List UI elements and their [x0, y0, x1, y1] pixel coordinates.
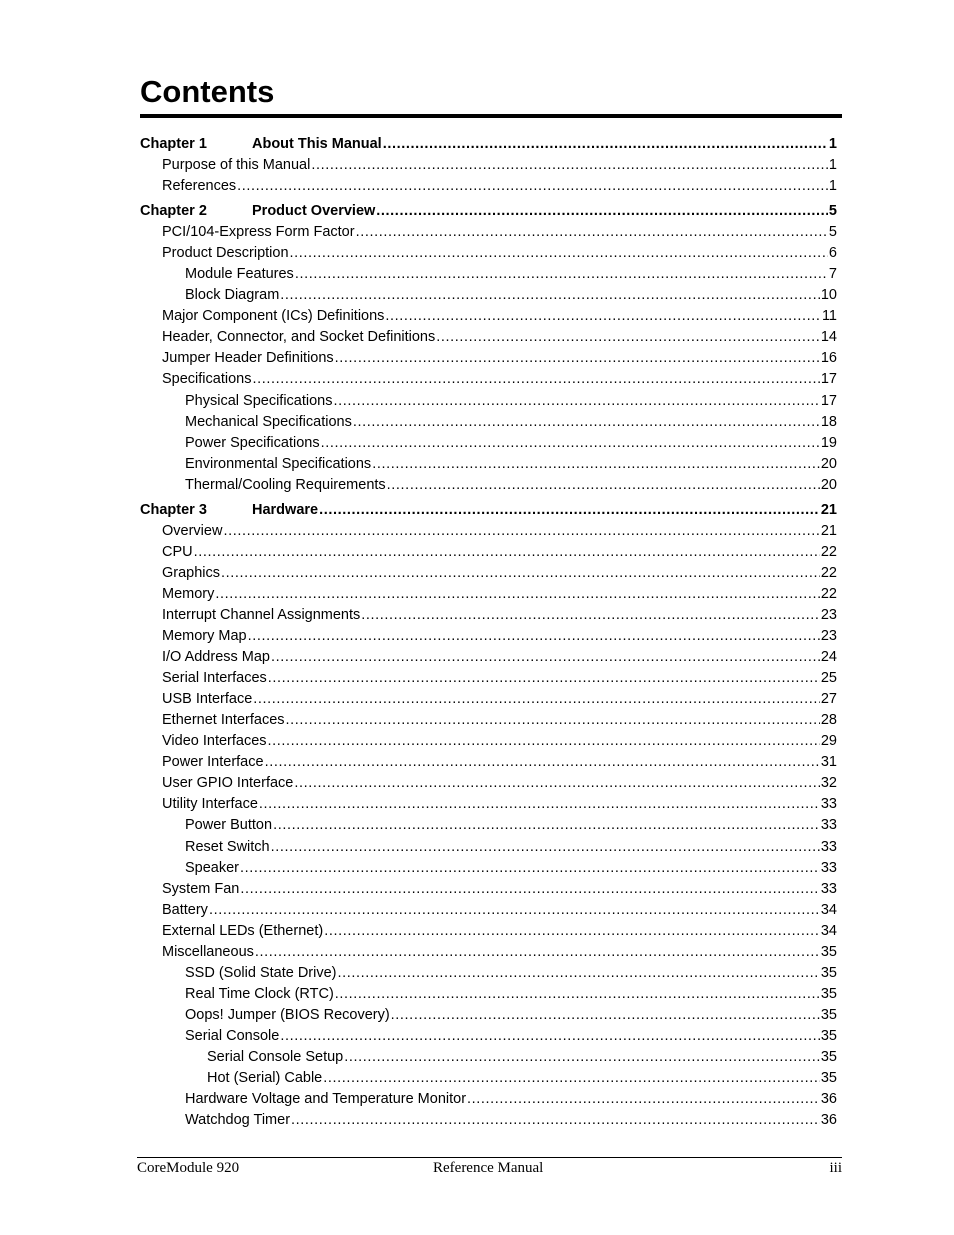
toc-page-number: 34 — [820, 922, 837, 939]
toc-entry-label: Specifications — [162, 371, 252, 388]
toc-chapter-entry[interactable] — [140, 134, 837, 154]
toc-page-number: 20 — [820, 476, 837, 493]
toc-page-number: 35 — [820, 964, 837, 981]
dot-leader — [259, 794, 820, 814]
footer-page-number: iii — [829, 1160, 842, 1176]
dot-leader — [240, 858, 820, 878]
dot-leader — [223, 521, 819, 541]
toc-entry[interactable] — [185, 815, 837, 835]
toc-entry[interactable] — [207, 1068, 837, 1088]
dot-leader — [237, 176, 828, 196]
dot-leader — [295, 264, 828, 284]
title-rule — [140, 114, 842, 118]
toc-page-number: 32 — [820, 775, 837, 792]
toc-page-number: 20 — [820, 455, 837, 472]
toc-entry-label: Interrupt Channel Assignments — [162, 606, 361, 623]
toc-entry[interactable] — [185, 412, 837, 432]
dot-leader — [383, 134, 828, 154]
dot-leader — [194, 542, 820, 562]
toc-entry-label: Video Interfaces — [162, 733, 267, 750]
toc-entry[interactable] — [162, 327, 837, 347]
toc-entry[interactable] — [162, 626, 837, 646]
toc-entry[interactable] — [162, 689, 837, 709]
toc-page-number: 5 — [828, 203, 837, 220]
toc-entry-label: USB Interface — [162, 691, 253, 708]
toc-entry-label: System Fan — [162, 880, 240, 897]
toc-page-number: 35 — [820, 1049, 837, 1065]
toc-entry-label: Physical Specifications — [185, 392, 333, 409]
dot-leader — [291, 1110, 820, 1130]
toc-entry[interactable] — [185, 264, 837, 284]
dot-leader — [253, 689, 820, 709]
dot-leader — [372, 454, 820, 474]
dot-leader — [271, 837, 820, 857]
toc-page-number: 31 — [820, 754, 837, 771]
dot-leader — [252, 369, 819, 389]
toc-page-number: 33 — [820, 817, 837, 834]
toc-page-number: 1 — [828, 157, 837, 173]
toc-page-number: 35 — [820, 1006, 837, 1023]
toc-entry[interactable] — [162, 794, 837, 814]
toc-entry-label: SSD (Solid State Drive) — [185, 964, 337, 981]
toc-page-number: 19 — [820, 434, 837, 451]
toc-chapter-number: Chapter 2 — [140, 203, 207, 220]
dot-leader — [387, 475, 820, 495]
toc-entry[interactable] — [162, 222, 837, 242]
toc-entry-label: Serial Console — [185, 1027, 280, 1044]
dot-leader — [356, 222, 828, 242]
toc-entry-label: Purpose of this Manual — [162, 157, 311, 173]
toc-entry-label: Module Features — [185, 266, 294, 283]
toc-page-number: 36 — [820, 1091, 837, 1108]
dot-leader — [436, 327, 820, 347]
toc-page-number: 7 — [828, 266, 837, 283]
toc-chapter-number: Chapter 3 — [140, 501, 207, 518]
toc-entry[interactable] — [162, 243, 837, 263]
dot-leader — [323, 1068, 820, 1088]
footer-product-name: CoreModule 920 — [137, 1160, 240, 1176]
toc-page-number: 21 — [820, 522, 837, 539]
toc-entry[interactable] — [185, 433, 837, 453]
toc-entry[interactable] — [185, 837, 837, 857]
toc-entry-label: Utility Interface — [162, 796, 258, 813]
toc-page-number: 35 — [820, 985, 837, 1002]
dot-leader — [376, 201, 828, 221]
toc-entry[interactable] — [162, 348, 837, 368]
footer-rule — [137, 1157, 842, 1158]
toc-page-number: 33 — [820, 796, 837, 813]
dot-leader — [361, 605, 820, 625]
toc-page-number: 6 — [828, 245, 837, 262]
toc-entry[interactable] — [162, 176, 837, 196]
toc-entry[interactable] — [162, 584, 837, 604]
dot-leader — [248, 626, 820, 646]
toc-entry[interactable] — [207, 1047, 837, 1067]
toc-entry[interactable] — [185, 454, 837, 474]
toc-chapter-title: Product Overview — [252, 203, 376, 220]
dot-leader — [209, 900, 820, 920]
toc-entry-label: Serial Interfaces — [162, 670, 267, 687]
dot-leader — [215, 584, 819, 604]
toc-entry[interactable] — [162, 900, 837, 920]
toc-entry-label: Reset Switch — [185, 838, 270, 855]
toc-page-number: 29 — [820, 733, 837, 750]
dot-leader — [255, 942, 820, 962]
dot-leader — [221, 563, 820, 583]
toc-entry-label: Real Time Clock (RTC) — [185, 985, 334, 1002]
toc-page-number: 18 — [820, 413, 837, 430]
toc-page-number: 35 — [820, 1070, 837, 1087]
dot-leader — [240, 879, 820, 899]
toc-entry-label: Major Component (ICs) Definitions — [162, 308, 385, 325]
toc-chapter-heading — [140, 500, 318, 520]
toc-entry[interactable] — [162, 521, 837, 541]
toc-entry[interactable] — [162, 752, 837, 772]
toc-entry-label: External LEDs (Ethernet) — [162, 922, 324, 939]
dot-leader — [321, 433, 820, 453]
dot-leader — [335, 984, 820, 1004]
dot-leader — [268, 731, 820, 751]
toc-page-number: 33 — [820, 880, 837, 897]
toc-page-number: 16 — [820, 350, 837, 367]
toc-entry-label: Header, Connector, and Socket Definitions — [162, 329, 436, 346]
dot-leader — [265, 752, 820, 772]
toc-entry-label: Power Button — [185, 817, 273, 834]
toc-entry-label: Power Specifications — [185, 434, 320, 451]
toc-page-number: 33 — [820, 838, 837, 855]
toc-entry-label: Speaker — [185, 859, 240, 876]
toc-entry[interactable] — [162, 773, 837, 793]
dot-leader — [391, 1005, 820, 1025]
toc-page-number: 14 — [820, 329, 837, 346]
toc-entry-label: Battery — [162, 901, 208, 918]
toc-entry-label: Thermal/Cooling Requirements — [185, 476, 386, 493]
dot-leader — [280, 285, 820, 305]
toc-chapter-entry[interactable] — [140, 500, 837, 520]
toc-entry[interactable] — [162, 605, 837, 625]
toc-entry-label: Jumper Header Definitions — [162, 350, 334, 367]
toc-entry[interactable] — [162, 155, 837, 175]
toc-chapter-number: Chapter 1 — [140, 136, 207, 152]
toc-entry[interactable] — [162, 731, 837, 751]
toc-entry[interactable] — [162, 306, 837, 326]
toc-entry-label: Memory Map — [162, 628, 247, 644]
toc-entry[interactable] — [185, 285, 837, 305]
toc-page-number: 22 — [820, 585, 837, 602]
toc-entry-label: References — [162, 178, 237, 195]
toc-entry-label: Power Interface — [162, 754, 264, 771]
toc-page-number: 10 — [820, 287, 837, 304]
toc-entry-label: I/O Address Map — [162, 649, 270, 666]
toc-entry-label: PCI/104-Express Form Factor — [162, 224, 355, 241]
toc-page-number: 23 — [820, 628, 837, 644]
toc-page-number: 35 — [820, 943, 837, 960]
toc-entry[interactable] — [185, 858, 837, 878]
toc-entry[interactable] — [185, 1110, 837, 1130]
toc-entry[interactable] — [162, 542, 837, 562]
dot-leader — [353, 412, 820, 432]
toc-page-number: 34 — [820, 901, 837, 918]
dot-leader — [324, 921, 820, 941]
toc-page-number: 33 — [820, 859, 837, 876]
toc-page-number: 23 — [820, 606, 837, 623]
toc-entry-label: Oops! Jumper (BIOS Recovery) — [185, 1006, 390, 1023]
toc-entry[interactable] — [162, 710, 837, 730]
toc-page-number: 25 — [820, 670, 837, 687]
dot-leader — [385, 306, 821, 326]
toc-page-number: 36 — [820, 1112, 837, 1129]
toc-entry[interactable] — [162, 647, 837, 667]
toc-entry-label: Hardware Voltage and Temperature Monitor — [185, 1091, 467, 1108]
toc-entry-label: User GPIO Interface — [162, 775, 294, 792]
toc-entry[interactable] — [185, 1089, 837, 1109]
toc-entry[interactable] — [162, 942, 837, 962]
toc-page-number: 21 — [820, 501, 837, 518]
toc-page-number: 1 — [828, 178, 837, 195]
toc-page-number: 1 — [828, 136, 837, 152]
toc-entry[interactable] — [185, 963, 837, 983]
dot-leader — [294, 773, 820, 793]
toc-entry[interactable] — [162, 879, 837, 899]
toc-page-number: 24 — [820, 649, 837, 666]
toc-chapter-title: About This Manual — [252, 136, 382, 152]
dot-leader — [271, 647, 820, 667]
toc-page-number: 22 — [820, 564, 837, 581]
toc-page-number: 17 — [820, 371, 837, 388]
dot-leader — [467, 1089, 820, 1109]
toc-entry[interactable] — [185, 475, 837, 495]
dot-leader — [319, 500, 820, 520]
toc-chapter-heading — [140, 201, 375, 221]
toc-entry-label: Block Diagram — [185, 287, 280, 304]
toc-chapter-title: Hardware — [252, 501, 319, 518]
toc-page-number: 5 — [828, 224, 837, 241]
toc-entry-label: Overview — [162, 522, 223, 539]
toc-entry-label: Serial Console Setup — [207, 1049, 344, 1065]
toc-entry-label: Graphics — [162, 564, 221, 581]
toc-entry[interactable] — [162, 563, 837, 583]
toc-entry-label: Miscellaneous — [162, 943, 254, 960]
toc-entry[interactable] — [185, 1005, 837, 1025]
dot-leader — [280, 1026, 820, 1046]
dot-leader — [311, 155, 828, 175]
toc-entry[interactable] — [185, 984, 837, 1004]
toc-entry-label: Hot (Serial) Cable — [207, 1070, 323, 1087]
toc-entry[interactable] — [185, 1026, 837, 1046]
toc-page-number: 28 — [820, 712, 837, 729]
toc-page-number: 27 — [820, 691, 837, 708]
footer-document-type: Reference Manual — [433, 1160, 544, 1176]
dot-leader — [273, 815, 820, 835]
toc-entry[interactable] — [162, 369, 837, 389]
dot-leader — [290, 243, 828, 263]
dot-leader — [335, 348, 820, 368]
toc-entry-label: Environmental Specifications — [185, 455, 372, 472]
toc-page-number: 17 — [820, 392, 837, 409]
toc-entry-label: CPU — [162, 543, 193, 560]
toc-entry-label: Watchdog Timer — [185, 1112, 291, 1129]
toc-entry[interactable] — [185, 391, 837, 411]
toc-entry[interactable] — [162, 921, 837, 941]
toc-page-number: 35 — [820, 1027, 837, 1044]
dot-leader — [334, 391, 820, 411]
toc-entry-label: Ethernet Interfaces — [162, 712, 285, 729]
dot-leader — [344, 1047, 820, 1067]
toc-chapter-heading — [140, 134, 382, 154]
toc-entry-label: Mechanical Specifications — [185, 413, 352, 430]
toc-chapter-entry[interactable] — [140, 201, 837, 221]
toc-entry-label: Product Description — [162, 245, 289, 262]
toc-entry[interactable] — [162, 668, 837, 688]
dot-leader — [268, 668, 820, 688]
toc-entry-label: Memory — [162, 585, 215, 602]
page-title: Contents — [140, 74, 275, 109]
toc-page-number: 22 — [820, 543, 837, 560]
toc-page-number: 11 — [821, 308, 837, 325]
dot-leader — [286, 710, 820, 730]
dot-leader — [338, 963, 820, 983]
